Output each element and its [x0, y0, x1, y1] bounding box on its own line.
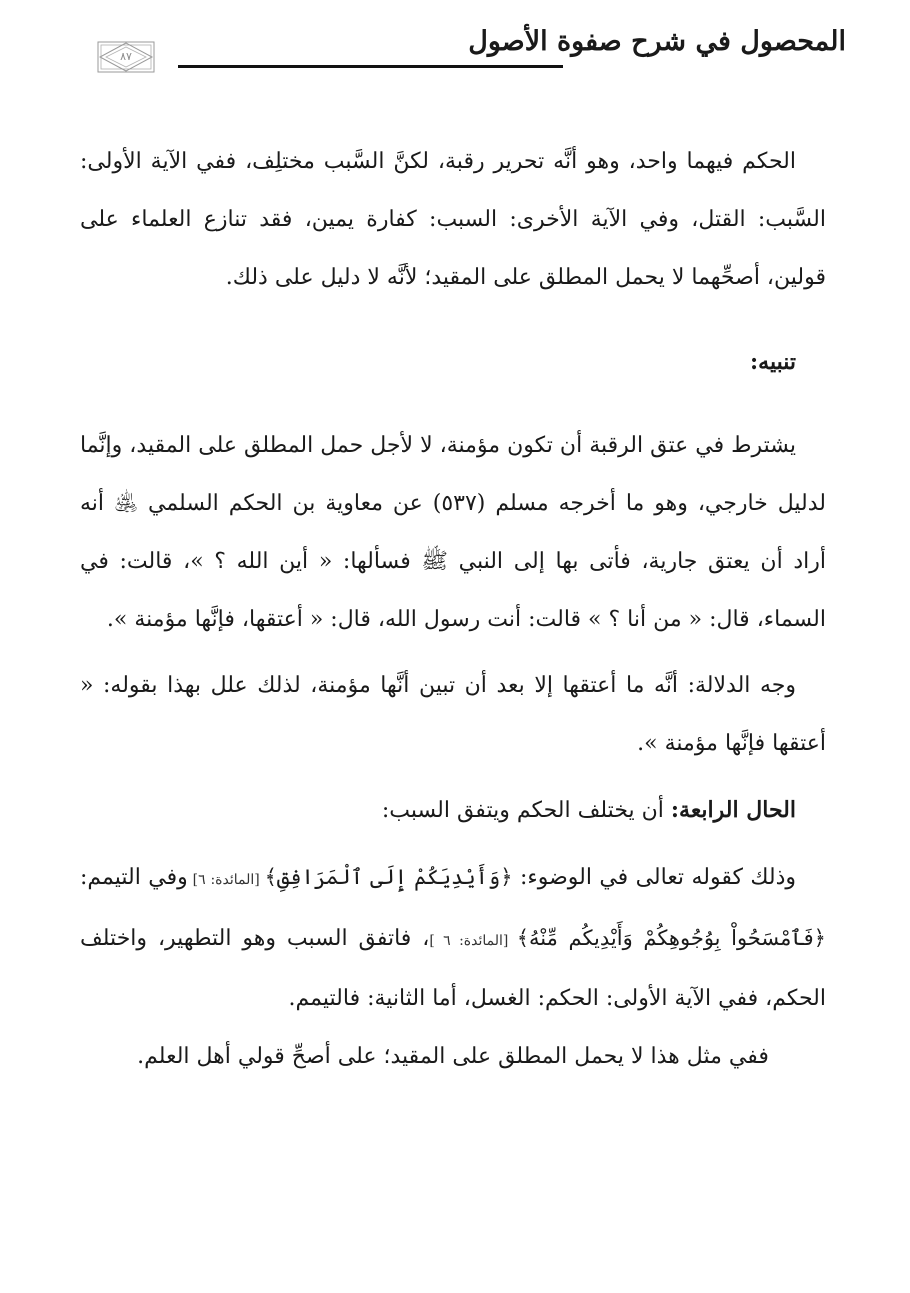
- case-label: الحال الرابعة:: [670, 797, 796, 823]
- quran-verse-2: ﴿فَٱمْسَحُواْ بِوُجُوهِكُمْ وَأَيْدِيكُم مِّنْهُ﴾: [516, 926, 826, 950]
- quran-verse-1: ﴿وَأَيْدِيَكُمْ إِلَى ٱلْمَرَافِقِ﴾: [264, 865, 513, 889]
- paragraph-1: الحكم فيهما واحد، وهو أنَّه تحرير رقبة، لكنَّ السَّبب مختلِف، ففي الآية الأولى: السَّبب: القتل، وفي الآية الأخرى: السبب: كفارة يمين، فقد تنازع العلماء على قولين، أصحِّهما لا يحمل المطلق على المقيد؛ لأنَّه لا دليل على ذلك.: [80, 149, 826, 290]
- note-heading: تنبيه:: [750, 349, 796, 375]
- book-title: المحصول في شرح صفوة الأصول: [468, 26, 846, 57]
- page-number: ٨٧: [120, 50, 132, 63]
- paragraph-6: ففي مثل هذا لا يحمل المطلق على المقيد؛ على أصحِّ قولي أهل العلم.: [137, 1044, 769, 1069]
- page-header: [60, 24, 850, 94]
- case-text: أن يختلف الحكم ويتفق السبب:: [381, 798, 671, 823]
- header-rule: [178, 65, 563, 68]
- paragraph-5: [80, 848, 826, 1028]
- paragraph-4: [80, 781, 826, 840]
- p5-end: ، فاتفق السبب وهو التطهير، واختلف الحكم، ففي الآية الأولى: الحكم: الغسل، أما الثانية: فالتيمم.: [80, 926, 826, 1011]
- verse-reference-2: [المائدة: ٦ ]: [429, 933, 517, 949]
- p5-intro: وذلك كقوله تعالى في الوضوء:: [512, 865, 796, 890]
- verse-reference-1: [المائدة: ٦]: [187, 872, 265, 888]
- page-number-ornament: [97, 41, 155, 73]
- paragraph-3: وجه الدلالة: أنَّه ما أعتقها إلا بعد أن تبين أنَّها مؤمنة، لذلك علل بهذا بقوله: « أعتقها فإنَّها مؤمنة ».: [80, 673, 826, 756]
- paragraph-2: يشترط في عتق الرقبة أن تكون مؤمنة، لا لأجل حمل المطلق على المقيد، وإنَّما لدليل خارجي، وهو ما أخرجه مسلم (٥٣٧) عن معاوية بن الحكم السلمي ﵁ أنه أراد أن يعتق جارية، فأتى بها إلى النبي ﷺ فسألها: « أين الله ؟ »، قالت: في السماء، قال: « من أنا ؟ » قالت: أنت رسول الله، قال: « أعتقها، فإنَّها مؤمنة ».: [80, 433, 826, 632]
- p5-middle: وفي التيمم:: [80, 865, 188, 890]
- page-content: [80, 133, 826, 1086]
